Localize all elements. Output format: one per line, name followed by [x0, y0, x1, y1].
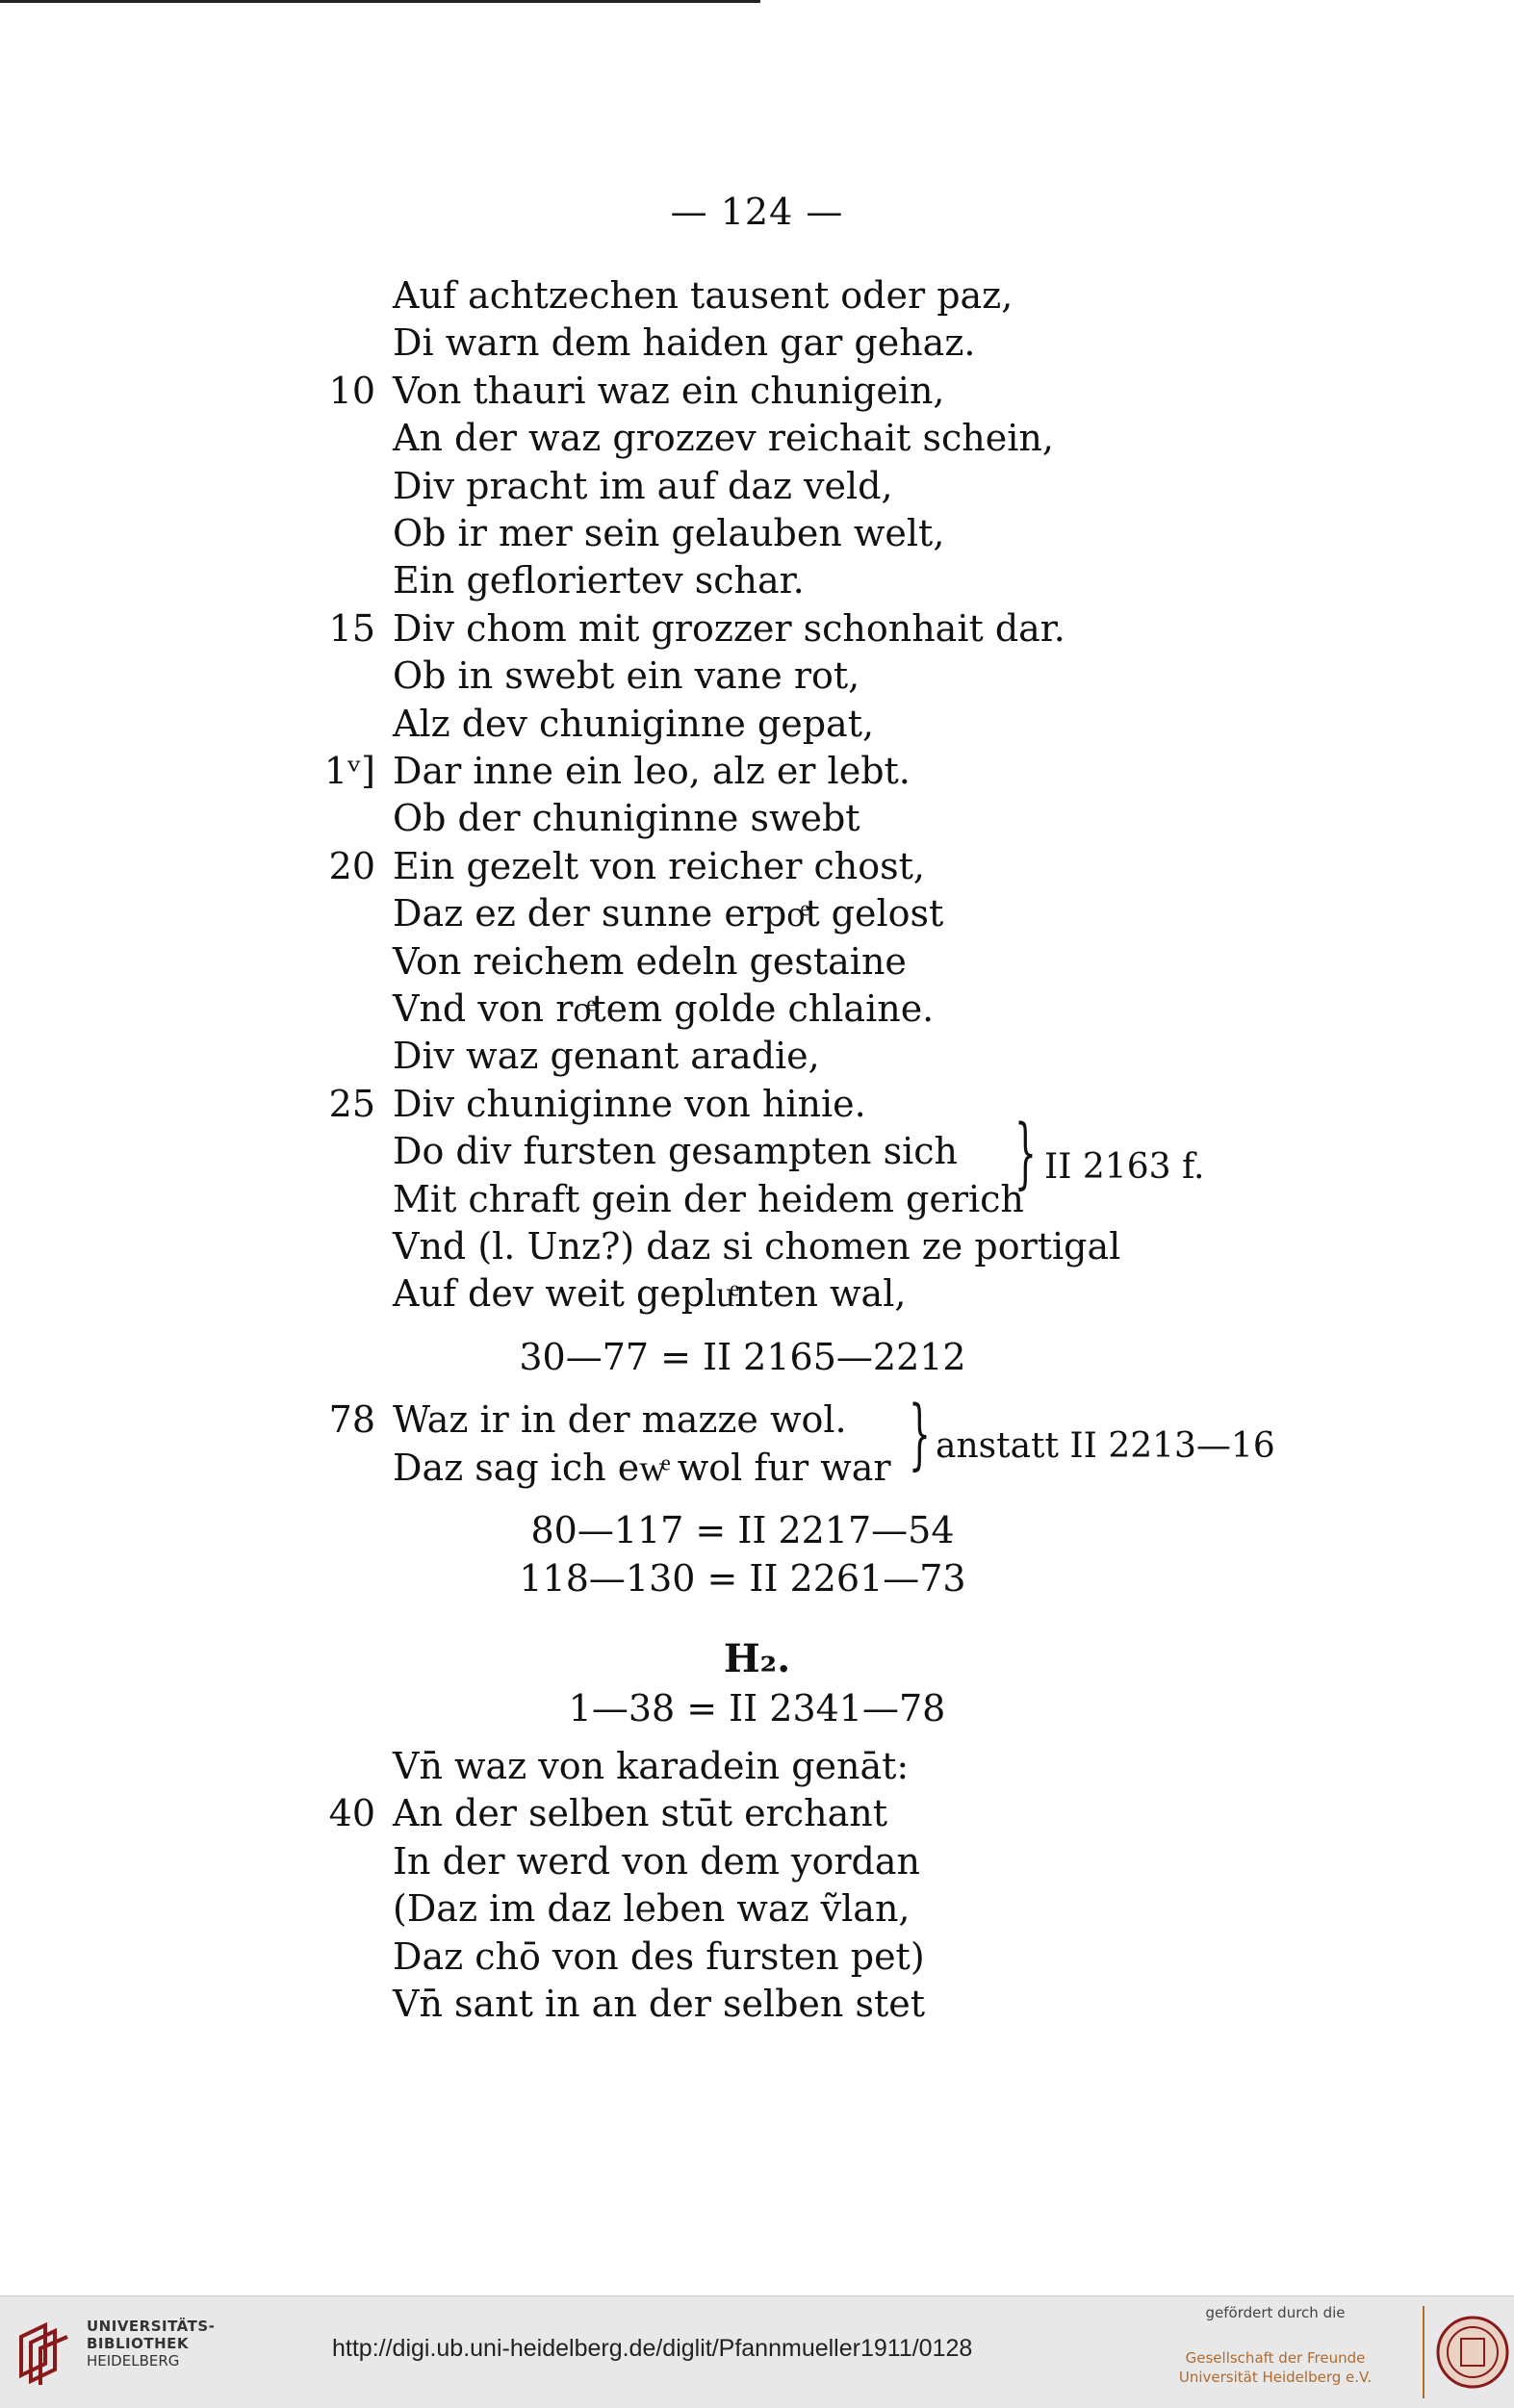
line-text: Ob in swebt ein vane rot, [393, 654, 860, 698]
line-text: Waz ir in der mazze wol. [393, 1398, 847, 1441]
line-number: 20 [328, 844, 375, 887]
brace-right: } [908, 1389, 931, 1478]
range-note: 30—77 = II 2165—2212 [519, 1336, 966, 1378]
line-text: Ein gefloriertev schar. [393, 559, 805, 602]
line-text: Ein gezelt von reicher chost, [393, 844, 925, 887]
line-text: Vn̄ sant in an der selben stet [393, 1983, 925, 2025]
sponsor-line-2: Universität Heidelberg e.V. [1178, 2369, 1373, 2386]
line-text: Dar inne ein leo, alz er lebt. [393, 750, 911, 792]
line-text: Daz ez der sunne erpoͤt gelost [393, 892, 944, 935]
line-text: Mit chraft gein der heidem gerich [393, 1177, 1024, 1220]
line-text: Vnd von roͤtem golde chlaine. [393, 987, 935, 1030]
line-text: An der selben stūt erchant [393, 1792, 887, 1835]
range-note: 118—130 = II 2261—73 [519, 1557, 966, 1600]
section-heading: H₂. [723, 1636, 791, 1681]
sponsor-name [1155, 2348, 1396, 2387]
sponsor-block [1155, 2304, 1396, 2387]
line-text: Di warn dem haiden gar gehaz. [393, 321, 976, 365]
line-text: Div chom mit grozzer schonhait dar. [393, 606, 1065, 650]
line-text: Alz dev chuniginne gepat, [393, 702, 875, 745]
line-text: Div chuniginne von hinie. [393, 1082, 866, 1125]
line-number: 25 [328, 1082, 375, 1125]
range-note: 80—117 = II 2217—54 [530, 1509, 955, 1551]
library-line-3: HEIDELBERG [87, 2352, 180, 2370]
line-number: 40 [328, 1792, 375, 1835]
line-text: An der waz grozzev reichait schein, [393, 417, 1054, 460]
library-line-1: UNIVERSITÄTS- [87, 2318, 216, 2335]
line-text: (Daz im daz leben waz ṽlan, [393, 1887, 911, 1931]
range-note: 1—38 = II 2341—78 [568, 1687, 946, 1729]
line-number: 78 [328, 1398, 375, 1441]
sponsor-label: gefördert durch die [1205, 2304, 1346, 2321]
brace-right: } [1014, 1108, 1037, 1197]
line-text: In der werd von dem yordan [393, 1839, 920, 1883]
line-text: Div waz genant aradie, [393, 1035, 820, 1078]
line-number: 15 [328, 606, 375, 650]
library-logo-icon [12, 2318, 79, 2387]
line-number: 10 [328, 369, 375, 412]
line-text: Auf achtzechen tausent oder paz, [393, 274, 1014, 317]
line-text: Daz sag ich ewͤ wol fur war [393, 1447, 891, 1489]
source-url-link[interactable]: http://digi.ub.uni-heidelberg.de/diglit/Pfannmueller1911/0128 [332, 2335, 973, 2362]
library-name [87, 2318, 215, 2370]
university-seal-icon [1420, 2304, 1511, 2400]
reference-note: II 2163 f. [1044, 1147, 1205, 1187]
line-text: Vnd (l. Unz?) daz si chomen ze portigal [393, 1225, 1121, 1268]
line-text: Von reichem edeln gestaine [393, 939, 907, 983]
line-text: Von thauri waz ein chunigein, [393, 369, 945, 412]
line-text: Do div fursten gesampten sich [393, 1130, 959, 1173]
line-text: Div pracht im auf daz veld, [393, 464, 893, 507]
footer-bar [0, 2295, 1514, 2408]
page-number: — 124 — [670, 191, 844, 233]
line-text: Auf dev weit gepluͤnten wal, [393, 1272, 907, 1316]
line-text: Ob ir mer sein gelauben welt, [393, 512, 945, 554]
line-text: Daz chō von des fursten pet) [393, 1934, 925, 1978]
library-line-2: BIBLIOTHEK [87, 2335, 189, 2352]
line-text: Vn̄ waz von karadein genāt: [393, 1745, 910, 1787]
line-number: 1ᵛ] [323, 750, 375, 792]
sponsor-line-1: Gesellschaft der Freunde [1185, 2349, 1366, 2367]
reference-note: anstatt II 2213—16 [936, 1426, 1275, 1466]
line-text: Ob der chuniginne swebt [393, 797, 860, 840]
